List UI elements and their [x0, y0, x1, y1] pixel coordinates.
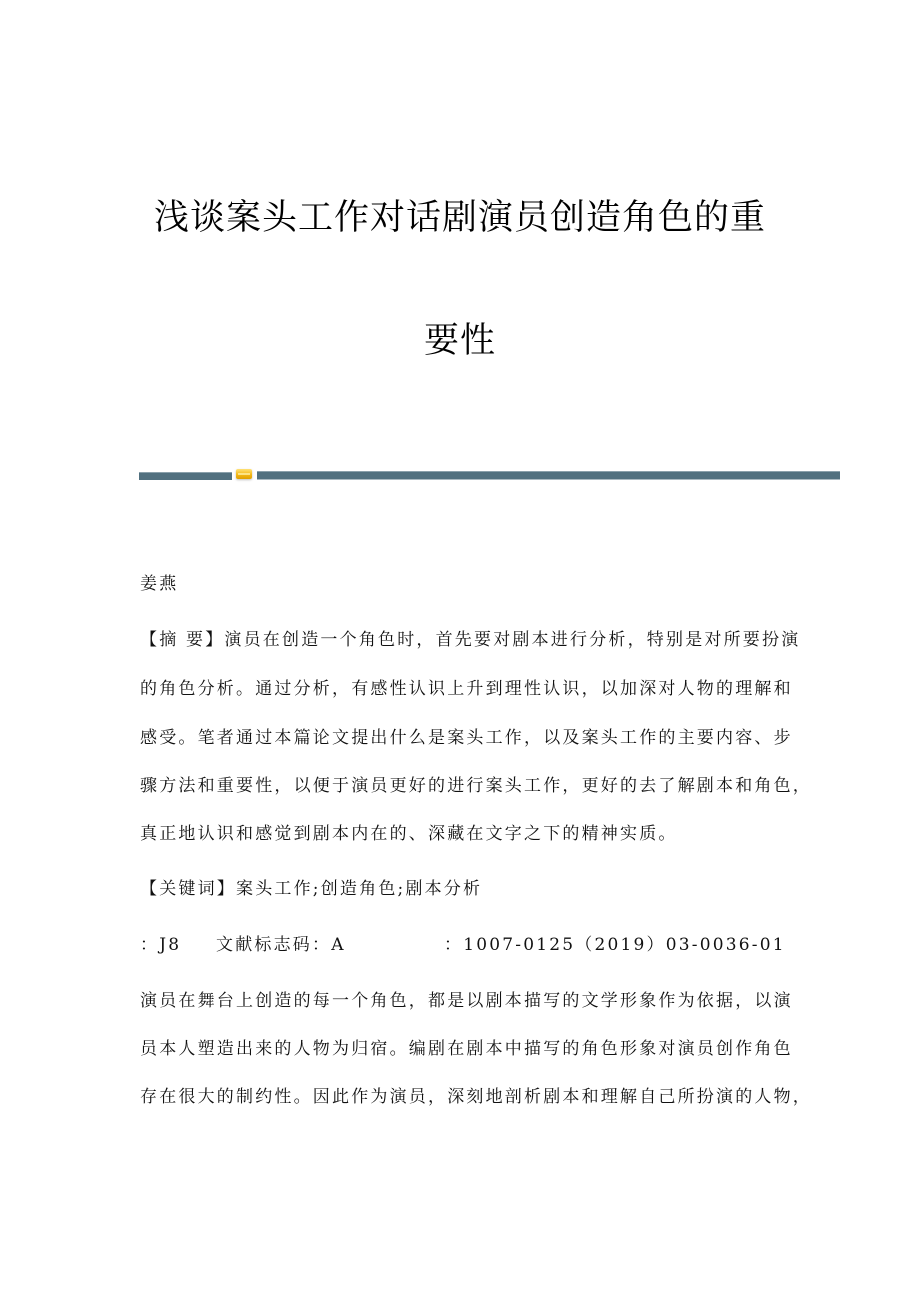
abstract-line: 骤方法和重要性，以便于演员更好的进行案头工作，更好的去了解剧本和角色， [140, 776, 812, 796]
clc-number: ：J8 [140, 935, 182, 955]
abstract-line: 【摘 要】演员在创造一个角色时，首先要对剧本进行分析，特别是对所要扮演 [140, 630, 801, 650]
document-title-line-2: 要性 [423, 321, 496, 361]
body-line: 员本人塑造出来的人物为归宿。编剧在剧本中描写的角色形象对演员创作角色 [140, 1039, 793, 1059]
body-line: 演员在舞台上创造的每一个角色，都是以剧本描写的文学形象作为依据，以演 [140, 991, 793, 1011]
abstract-line: 的角色分析。通过分析，有感性认识上升到理性认识，以加深对人物的理解和 [140, 679, 793, 699]
article-id: ：1007-0125（2019）03-0036-01 [444, 935, 786, 955]
document-code: 文献标志码：A [216, 935, 346, 955]
abstract-line: 真正地认识和感觉到剧本内在的、深藏在文字之下的精神实质。 [140, 824, 678, 844]
document-title-line-1: 浅谈案头工作对话剧演员创造角色的重 [153, 198, 766, 238]
divider-bar-left [139, 472, 232, 480]
body-line: 存在很大的制约性。因此作为演员，深刻地剖析剧本和理解自己所扮演的人物， [140, 1087, 812, 1107]
divider-bar-right [257, 471, 840, 480]
divider-gem-icon [236, 469, 252, 479]
keywords: 【关键词】案头工作;创造角色;剧本分析 [140, 879, 483, 899]
author-name: 姜燕 [140, 574, 179, 594]
classification-line [140, 930, 786, 955]
abstract-line: 感受。笔者通过本篇论文提出什么是案头工作，以及案头工作的主要内容、步 [140, 728, 793, 748]
